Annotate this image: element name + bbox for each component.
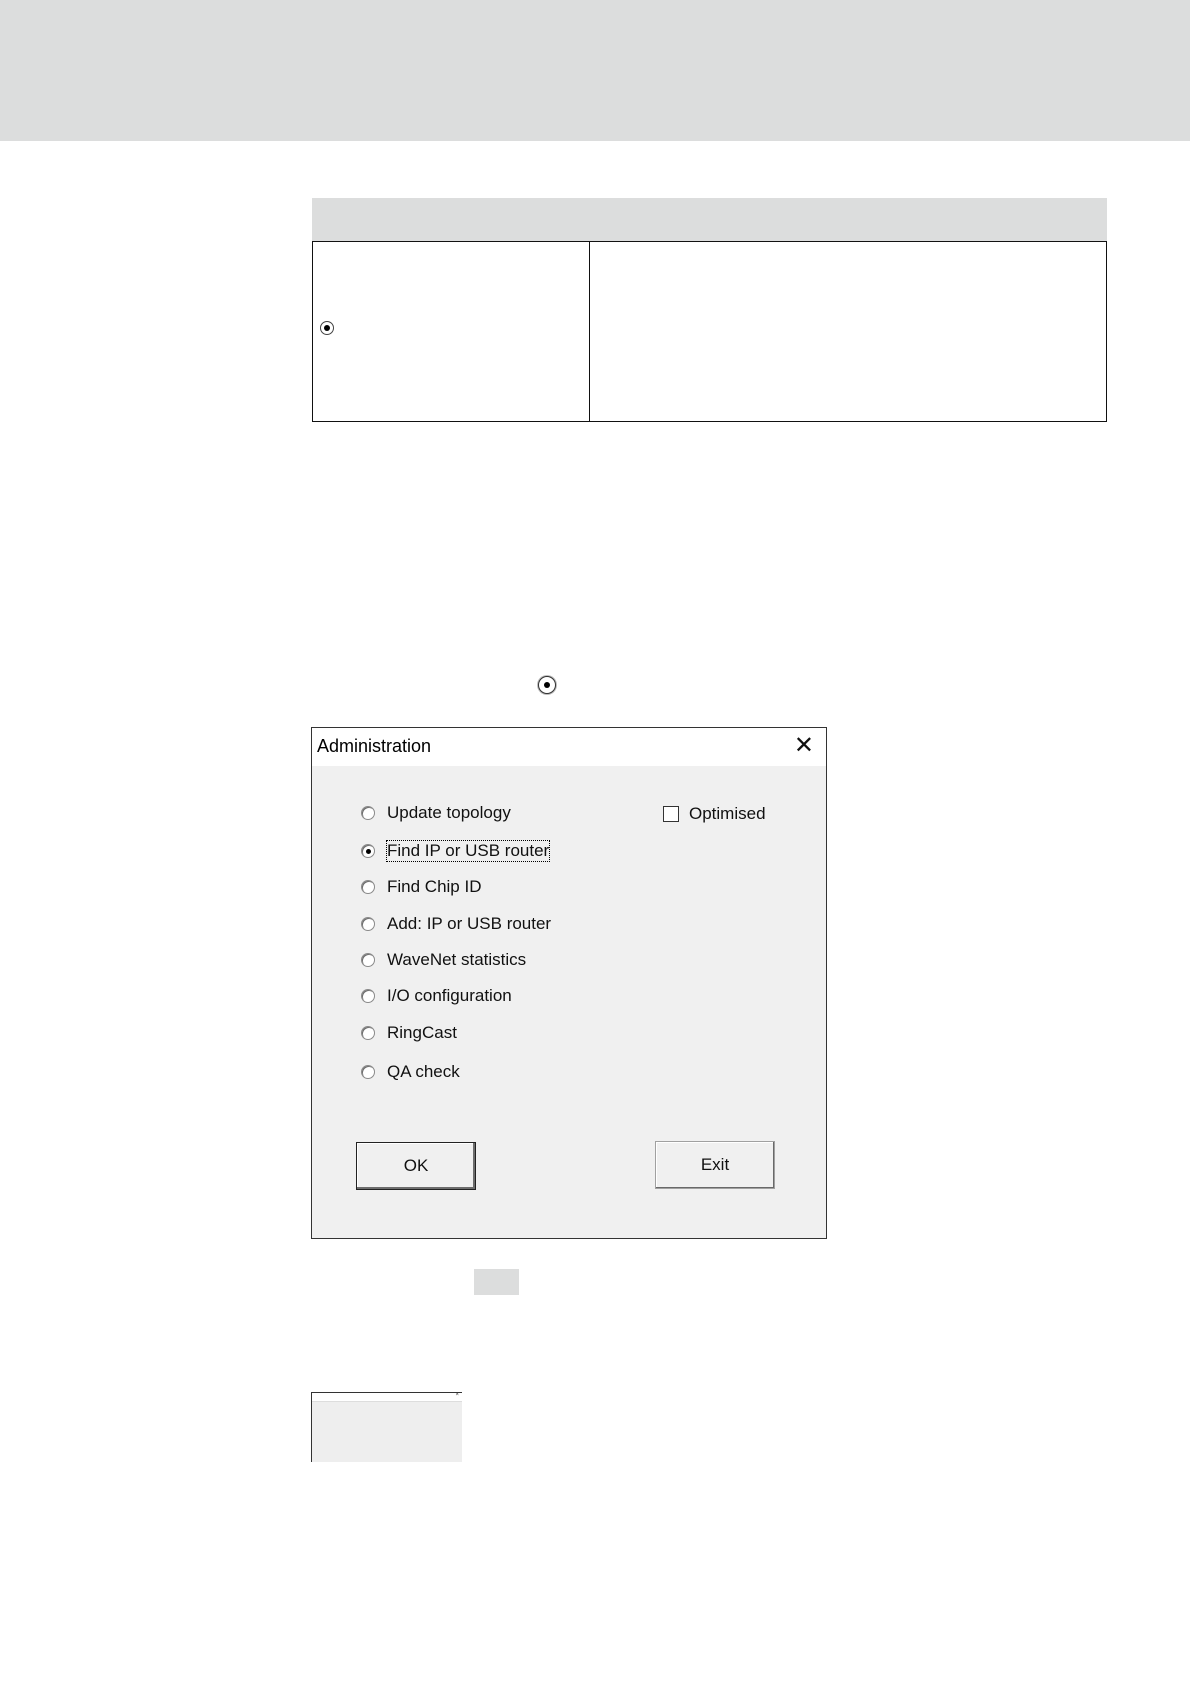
page-header-band xyxy=(0,0,1191,141)
option-label: Find IP or USB router xyxy=(387,841,550,860)
administration-dialog xyxy=(311,727,827,1239)
option-label: I/O configuration xyxy=(387,986,512,1005)
checkbox-box[interactable] xyxy=(663,806,679,822)
radio-button[interactable] xyxy=(361,953,375,967)
info-table xyxy=(312,241,1107,422)
option-label: Add: IP or USB router xyxy=(387,914,552,933)
table-header xyxy=(312,198,1107,241)
checkbox-label: Optimised xyxy=(689,804,766,823)
option-label: RingCast xyxy=(387,1023,457,1042)
radio-button[interactable] xyxy=(361,989,375,1003)
thumbnail-titlebar xyxy=(312,1393,462,1402)
radio-button[interactable] xyxy=(361,1065,375,1079)
radio-selected-icon xyxy=(320,321,334,335)
dialog-titlebar xyxy=(312,728,826,766)
dialog-thumbnail xyxy=(311,1392,462,1462)
option-label: Update topology xyxy=(387,803,511,822)
thumbnail-close-icon: × xyxy=(455,1392,459,1398)
radio-button[interactable] xyxy=(361,917,375,931)
ok-button[interactable]: OK xyxy=(356,1142,476,1190)
radio-selected-icon-inline xyxy=(538,676,556,694)
option-label: QA check xyxy=(387,1062,460,1081)
radio-button[interactable] xyxy=(361,844,375,858)
option-label: Find Chip ID xyxy=(387,877,482,896)
radio-button[interactable] xyxy=(361,806,375,820)
dialog-title: Administration xyxy=(317,736,432,756)
close-icon[interactable]: ✕ xyxy=(793,732,814,759)
radio-button[interactable] xyxy=(361,1026,375,1040)
inline-button-placeholder xyxy=(474,1269,519,1295)
option-label: WaveNet statistics xyxy=(387,950,527,969)
table-left-column xyxy=(313,242,590,421)
radio-button[interactable] xyxy=(361,880,375,894)
exit-button[interactable]: Exit xyxy=(655,1141,775,1189)
